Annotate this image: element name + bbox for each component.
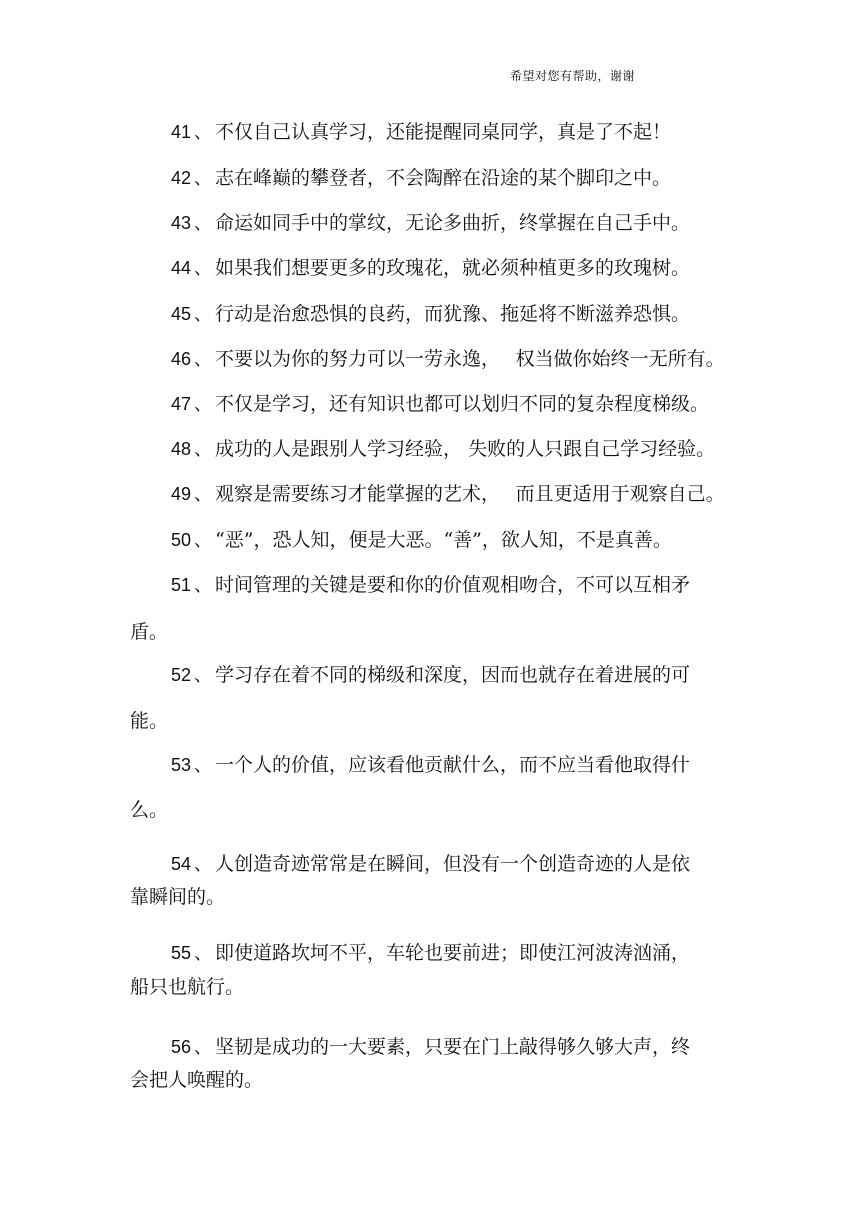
quote-separator: 、 bbox=[194, 213, 213, 233]
quote-separator: 、 bbox=[194, 304, 213, 324]
quote-49 bbox=[171, 482, 725, 506]
page-header-note: 希望对您有帮助，谢谢 bbox=[510, 69, 636, 83]
quote-separator: 、 bbox=[194, 1037, 213, 1057]
quote-text: 观察是需要练习才能掌握的艺术， 而且更适用于观察自己。 bbox=[215, 483, 725, 505]
quote-separator: 、 bbox=[194, 168, 213, 188]
quote-text: 坚韧是成功的一大要素，只要在门上敲得够久够大声，终 bbox=[215, 1036, 691, 1058]
quote-50 bbox=[171, 528, 672, 552]
quote-number: 50 bbox=[171, 530, 192, 550]
quote-44 bbox=[171, 256, 690, 280]
quote-separator: 、 bbox=[194, 755, 213, 775]
quote-number: 41 bbox=[171, 122, 192, 142]
quote-text: 成功的人是跟别人学习经验， 失败的人只跟自己学习经验。 bbox=[215, 438, 716, 460]
quote-text: 一个人的价值，应该看他贡献什么，而不应当看他取得什 bbox=[215, 754, 691, 776]
quote-separator: 、 bbox=[194, 258, 213, 278]
quote-text: 人创造奇迹常常是在瞬间，但没有一个创造奇迹的人是依 bbox=[215, 853, 691, 875]
quote-51 bbox=[171, 573, 690, 597]
quote-55 bbox=[171, 941, 690, 965]
quote-54-continuation: 靠瞬间的。 bbox=[130, 886, 226, 908]
quote-number: 55 bbox=[171, 943, 192, 963]
quote-number: 56 bbox=[171, 1037, 192, 1057]
quote-number: 45 bbox=[171, 304, 192, 324]
quote-text: 不要以为你的努力可以一劳永逸， 权当做你始终一无所有。 bbox=[215, 348, 725, 370]
quote-number: 48 bbox=[171, 439, 192, 459]
quote-41 bbox=[171, 120, 671, 144]
quote-separator: 、 bbox=[194, 854, 213, 874]
quote-number: 51 bbox=[171, 575, 192, 595]
quote-55-continuation: 船只也航行。 bbox=[130, 976, 245, 998]
quote-text: “恶”，恐人知，便是大恶。“善”，欲人知，不是真善。 bbox=[215, 529, 672, 551]
quote-separator: 、 bbox=[194, 484, 213, 504]
quote-56 bbox=[171, 1035, 690, 1059]
quote-number: 49 bbox=[171, 484, 192, 504]
quote-text: 行动是治愈恐惧的良药，而犹豫、拖延将不断滋养恐惧。 bbox=[215, 303, 691, 325]
quote-54 bbox=[171, 852, 690, 876]
quote-46 bbox=[171, 347, 725, 371]
quote-separator: 、 bbox=[194, 122, 213, 142]
quote-text: 即使道路坎坷不平，车轮也要前进；即使江河波涛汹涌， bbox=[215, 942, 691, 964]
quote-53 bbox=[171, 753, 690, 777]
quote-48 bbox=[171, 437, 715, 461]
quote-text: 命运如同手中的掌纹，无论多曲折，终掌握在自己手中。 bbox=[215, 212, 691, 234]
quote-56-continuation: 会把人唤醒的。 bbox=[130, 1069, 264, 1091]
quote-number: 47 bbox=[171, 394, 192, 414]
quote-51-continuation: 盾。 bbox=[130, 621, 169, 643]
quote-53-continuation: 么。 bbox=[130, 799, 169, 821]
quote-45 bbox=[171, 302, 690, 326]
quote-number: 53 bbox=[171, 755, 192, 775]
quote-separator: 、 bbox=[194, 349, 213, 369]
quote-text: 学习存在着不同的梯级和深度，因而也就存在着进展的可 bbox=[215, 664, 691, 686]
quote-text: 如果我们想要更多的玫瑰花，就必须种植更多的玫瑰树。 bbox=[215, 257, 691, 279]
quote-number: 46 bbox=[171, 349, 192, 369]
quote-number: 43 bbox=[171, 213, 192, 233]
quote-number: 42 bbox=[171, 168, 192, 188]
quote-separator: 、 bbox=[194, 575, 213, 595]
quote-number: 54 bbox=[171, 854, 192, 874]
quote-number: 44 bbox=[171, 258, 192, 278]
quote-separator: 、 bbox=[194, 530, 213, 550]
quote-separator: 、 bbox=[194, 394, 213, 414]
quote-text: 不仅是学习，还有知识也都可以划归不同的复杂程度梯级。 bbox=[215, 393, 710, 415]
quote-52-continuation: 能。 bbox=[130, 710, 169, 732]
quote-43 bbox=[171, 211, 690, 235]
quote-52 bbox=[171, 663, 690, 687]
quote-separator: 、 bbox=[194, 665, 213, 685]
quote-47 bbox=[171, 392, 709, 416]
quote-text: 时间管理的关键是要和你的价值观相吻合，不可以互相矛 bbox=[215, 574, 691, 596]
quote-text: 不仅自己认真学习，还能提醒同桌同学，真是了不起！ bbox=[215, 121, 672, 143]
quote-text: 志在峰巅的攀登者，不会陶醉在沿途的某个脚印之中。 bbox=[215, 167, 672, 189]
quote-42 bbox=[171, 166, 671, 190]
quote-separator: 、 bbox=[194, 943, 213, 963]
quote-separator: 、 bbox=[194, 439, 213, 459]
quote-number: 52 bbox=[171, 665, 192, 685]
